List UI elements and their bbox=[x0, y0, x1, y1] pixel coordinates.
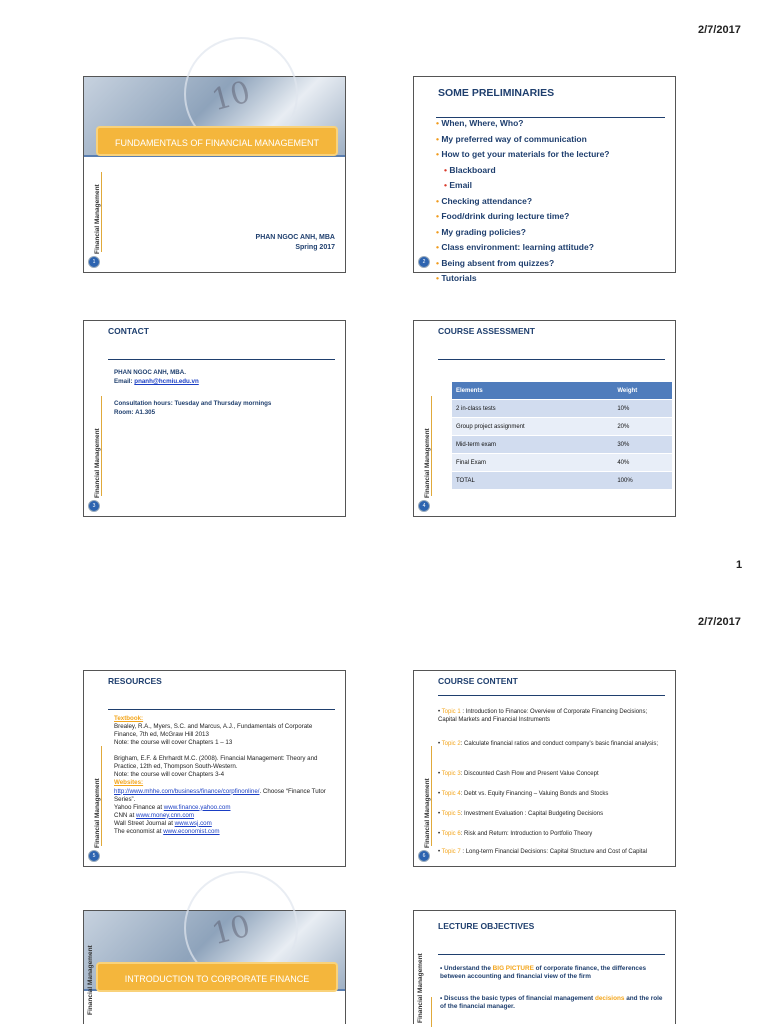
list-item: • My preferred way of communication bbox=[436, 134, 609, 144]
slide-title: INTRODUCTION TO CORPORATE FINANCE bbox=[96, 962, 338, 992]
list-item: • Being absent from quizzes? bbox=[436, 258, 609, 268]
table-row: Group project assignment 20% bbox=[452, 418, 672, 436]
topic-item: • Topic 7 : Long-term Financial Decisions: Capital Structure and Cost of Capital bbox=[438, 849, 648, 855]
slide-number: 4 bbox=[418, 500, 430, 512]
slide-intro-corporate-finance bbox=[83, 910, 346, 1024]
slide-number: 2 bbox=[418, 256, 430, 268]
list-item: • My grading policies? bbox=[436, 227, 609, 237]
side-label: Financial Management bbox=[94, 184, 101, 254]
website-link[interactable]: www.economist.com bbox=[163, 827, 220, 835]
list-item: • Tutorials bbox=[436, 273, 609, 283]
objective-item: • Understand the BIG PICTURE of corporate finance, the differences between accounting and financial view of the firm bbox=[440, 965, 647, 981]
slide-title: SOME PRELIMINARIES bbox=[438, 87, 555, 99]
contact-email-line: Email: pnanh@hcmiu.edu.vn bbox=[114, 378, 199, 385]
table-row: 2 in-class tests 10% bbox=[452, 400, 672, 418]
slide-number: 5 bbox=[88, 850, 100, 862]
list-item: • Class environment: learning attitude? bbox=[436, 242, 609, 252]
topic-item: • Topic 6: Risk and Return: Introduction to Portfolio Theory bbox=[438, 831, 593, 837]
side-label: Financial Management bbox=[94, 428, 101, 498]
topic-item: • Topic 1 : Introduction to Finance: Overview of Corporate Financing Decisions; Capital Markets and Financial Instruments bbox=[438, 709, 648, 723]
website-link[interactable]: http://www.mhhe.com/business/finance/corpfinonline/ bbox=[114, 787, 260, 795]
slide-preliminaries bbox=[413, 76, 676, 283]
assessment-table bbox=[452, 382, 672, 490]
slide-resources bbox=[83, 670, 346, 867]
slide-number: 6 bbox=[418, 850, 430, 862]
side-label: Financial Management bbox=[424, 778, 431, 848]
table-row: TOTAL 100% bbox=[452, 472, 672, 490]
consultation-hours: Consultation hours: Tuesday and Thursday mornings bbox=[114, 400, 272, 407]
page-date: 2/7/2017 bbox=[698, 24, 741, 36]
website-link[interactable]: www.money.cnn.com bbox=[136, 811, 195, 819]
list-item: • Blackboard bbox=[436, 165, 609, 175]
email-link[interactable]: pnanh@hcmiu.edu.vn bbox=[134, 378, 199, 385]
slide-number: 1 bbox=[88, 256, 100, 268]
side-label: Financial Management bbox=[94, 778, 101, 848]
clock-banner-image: 10 bbox=[84, 77, 345, 155]
slide-title: CONTACT bbox=[108, 326, 149, 336]
side-label: Financial Management bbox=[417, 953, 424, 1023]
bullet-list bbox=[436, 118, 609, 289]
term: Spring 2017 bbox=[295, 244, 335, 251]
table-row: Mid-term exam 30% bbox=[452, 436, 672, 454]
slide-title: LECTURE OBJECTIVES bbox=[438, 921, 535, 931]
slide-title: FUNDAMENTALS OF FINANCIAL MANAGEMENT bbox=[96, 126, 338, 156]
page-number: 1 bbox=[736, 559, 743, 571]
list-item: • When, Where, Who? bbox=[436, 118, 609, 128]
table-header-row: Elements Weight bbox=[452, 382, 672, 400]
slide-course-assessment bbox=[413, 320, 676, 517]
topic-item: • Topic 5: Investment Evaluation : Capital Budgeting Decisions bbox=[438, 811, 604, 817]
slide-title-fundamentals bbox=[83, 76, 346, 273]
topic-item: • Topic 3: Discounted Cash Flow and Present Value Concept bbox=[438, 771, 599, 777]
list-item: • How to get your materials for the lecture? bbox=[436, 149, 609, 159]
page-date: 2/7/2017 bbox=[698, 616, 741, 628]
slide-title: RESOURCES bbox=[108, 676, 162, 686]
website-link[interactable]: www.wsj.com bbox=[174, 819, 212, 827]
presenter-name: PHAN NGOC ANH, MBA bbox=[255, 234, 335, 241]
slide-number: 3 bbox=[88, 500, 100, 512]
side-label: Financial Management bbox=[87, 945, 94, 1015]
side-label: Financial Management bbox=[424, 428, 431, 498]
list-item: • Checking attendance? bbox=[436, 196, 609, 206]
clock-banner-image: 10 bbox=[84, 911, 345, 989]
contact-name: PHAN NGOC ANH, MBA. bbox=[114, 369, 186, 376]
list-item: • Email bbox=[436, 180, 609, 190]
list-item: • Food/drink during lecture time? bbox=[436, 211, 609, 221]
slide-lecture-objectives bbox=[413, 910, 676, 1024]
objective-item: • Discuss the basic types of financial management decisions and the role of the financial manager. bbox=[440, 995, 663, 1011]
topic-item: • Topic 4: Debt vs. Equity Financing – Valuing Bonds and Stocks bbox=[438, 791, 609, 797]
table-row: Final Exam 40% bbox=[452, 454, 672, 472]
slide-title: COURSE CONTENT bbox=[438, 676, 518, 686]
slide-course-content bbox=[413, 670, 676, 867]
website-link[interactable]: www.finance.yahoo.com bbox=[163, 803, 231, 811]
room: Room: A1.305 bbox=[114, 409, 156, 416]
slide-contact bbox=[83, 320, 346, 517]
resources-text: Textbook: Brealey, R.A., Myers, S.C. and Marcus, A.J., Fundamentals of Corporate Finance, 7th ed, McGraw Hill 2013 Note: the course will cover Chapters 1 – 13 Brigham, E.F. & Ehrhardt M.C. (2008). Financial Management: Theory and Practice, 12th ed, Thompson South-Western. Note: the course will cover Chapters 3-4 Websites: http://www.mhhe.com/business/finance/corpfinonline/. Choose “Finance Tutor Series”. Yahoo Finance at www.finance.yahoo.com CNN at www.money.cnn.com Wall Street Journal at www.wsj.com The economist at www.economist.com bbox=[114, 715, 326, 835]
slide-title: COURSE ASSESSMENT bbox=[438, 326, 535, 336]
topic-item: • Topic 2: Calculate financial ratios and conduct company’s basic financial analysis; bbox=[438, 741, 659, 747]
